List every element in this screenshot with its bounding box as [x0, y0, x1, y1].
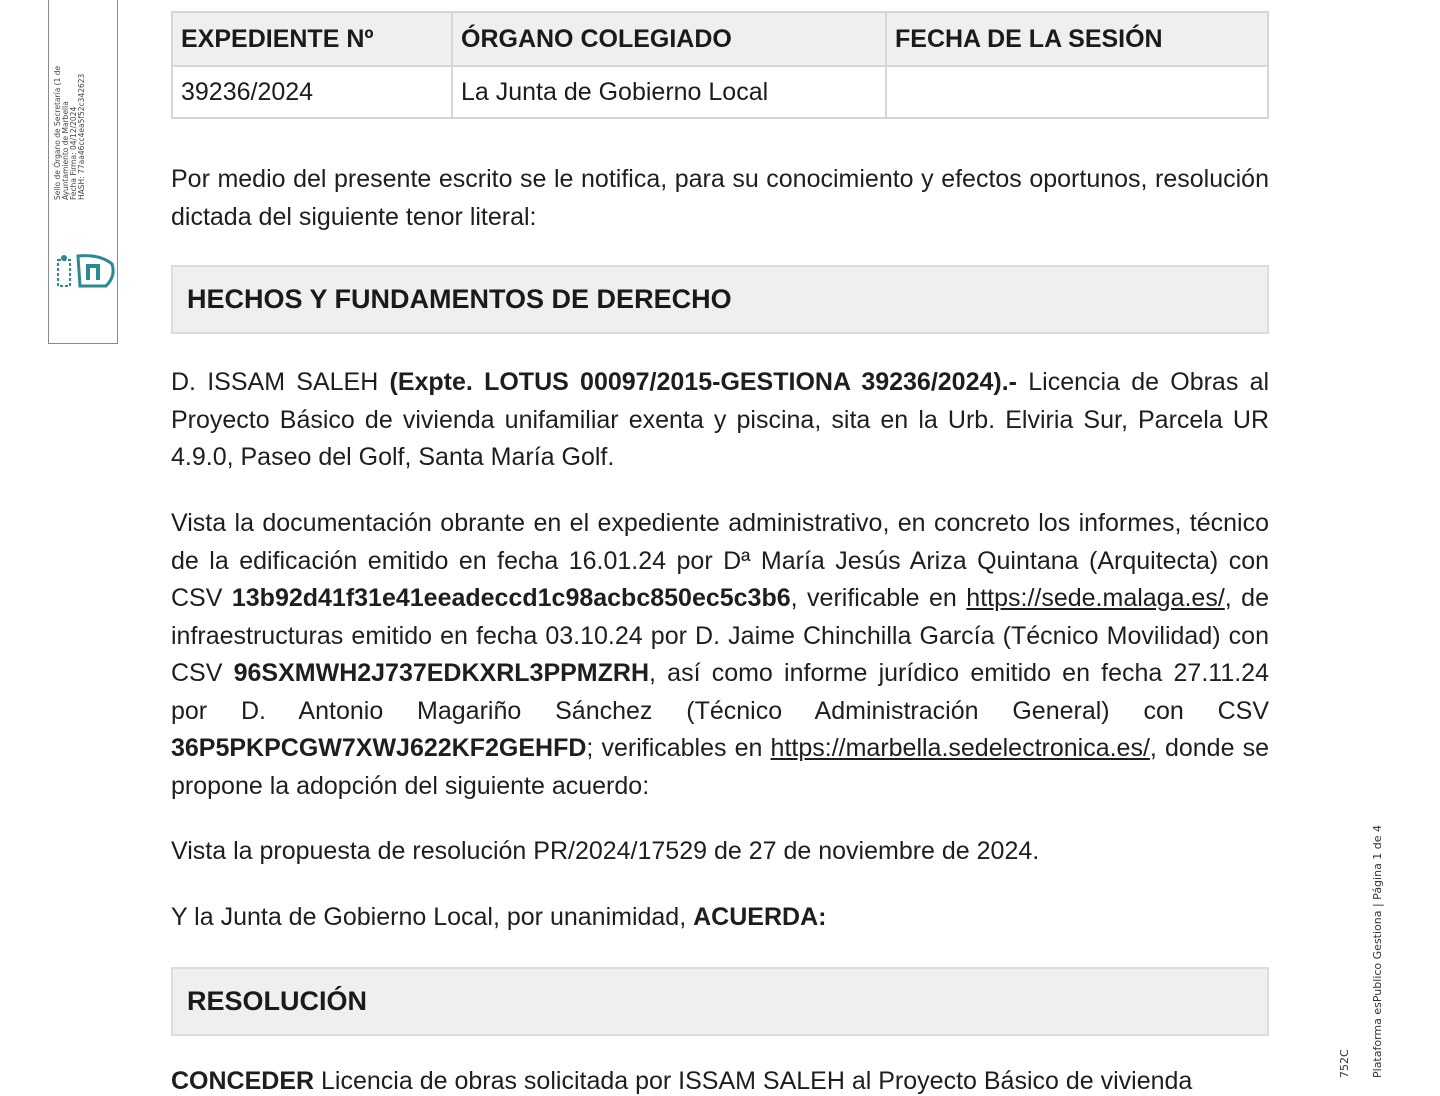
- applicant-paragraph: [171, 364, 1269, 477]
- table-row: [172, 66, 1268, 118]
- table-header-row: [172, 12, 1268, 66]
- resolution-text-cutoff: [171, 1066, 1269, 1096]
- acuerda-keyword: ACUERDA:: [693, 903, 827, 931]
- csv-code: 36P5PKPCGW7XWJ622KF2GEHFD: [171, 734, 587, 762]
- stamp-line: HASH: 77aa46cc4ea5f52c342623: [77, 73, 86, 200]
- stamp-text: [54, 66, 86, 200]
- sede-malaga-link[interactable]: https://sede.malaga.es/: [966, 584, 1225, 612]
- paragraph-text: ; verificables en: [586, 734, 763, 762]
- paragraph-text: , de infraestructuras emitido en fecha 03.10.24 por D. Jaime Chinchilla García (Técnico Movilidad) con CSV: [171, 584, 1269, 687]
- cell-fecha: [886, 66, 1268, 118]
- expediente-header-table: [171, 11, 1269, 119]
- expediente-reference: (Expte. LOTUS 00097/2015-GESTIONA 39236/2024).-: [389, 368, 1017, 396]
- applicant-name: D. ISSAM SALEH: [171, 368, 379, 396]
- paragraph-text: Y la Junta de Gobierno Local, por unanimidad,: [171, 903, 687, 931]
- cell-organo: La Junta de Gobierno Local: [452, 66, 886, 118]
- paragraph-text: , verificable en: [790, 584, 957, 612]
- acuerda-paragraph: [171, 899, 1269, 937]
- documentation-paragraph: [171, 505, 1269, 805]
- header-fecha: FECHA DE LA SESIÓN: [886, 12, 1268, 66]
- municipal-logo-icon: [56, 252, 116, 292]
- license-description: Licencia de Obras al Proyecto Básico de vivienda unifamiliar exenta y piscina, sita en la Urb. Elviria Sur, Parcela UR 4.9.0, Paseo del Golf, Santa María Golf.: [171, 368, 1270, 471]
- stamp-line: Ayuntamiento de Marbella: [61, 101, 70, 200]
- header-expediente: EXPEDIENTE Nº: [172, 12, 452, 66]
- intro-paragraph: Por medio del presente escrito se le notifica, para su conocimiento y efectos oportunos, resolución dictada del siguiente tenor literal:: [171, 165, 1269, 231]
- csv-code: 96SXMWH2J737EDKXRL3PPMZRH: [233, 659, 650, 687]
- stamp-line: Sello de Órgano de Secretaría (1 de: [53, 65, 62, 200]
- csv-code: 13b92d41f31e41eeadeccd1c98acbc850ec5c3b6: [231, 584, 791, 612]
- section-title-resolucion: RESOLUCIÓN: [171, 967, 1269, 1036]
- cell-expediente: 39236/2024: [172, 66, 452, 118]
- conceder-keyword: CONCEDER: [171, 1067, 315, 1095]
- paragraph-text: Licencia de obras solicitada por ISSAM SALEH al Proyecto Básico de vivienda: [321, 1067, 1193, 1095]
- vertical-page-footer: Plataforma esPublico Gestiona | Página 1 de 4: [1371, 824, 1384, 1078]
- propuesta-paragraph: Vista la propuesta de resolución PR/2024/17529 de 27 de noviembre de 2024.: [171, 837, 1040, 865]
- sede-marbella-link[interactable]: https://marbella.sedelectronica.es/: [770, 734, 1150, 762]
- section-title-hechos: HECHOS Y FUNDAMENTOS DE DERECHO: [171, 265, 1269, 334]
- paragraph-text: , donde se propone la adopción del siguiente acuerdo:: [171, 734, 1269, 800]
- paragraph-text: , así como informe jurídico emitido en fecha 27.11.24 por D. Antonio Magariño Sánchez (Técnico Administración General) con CSV: [171, 659, 1269, 725]
- header-organo: ÓRGANO COLEGIADO: [452, 12, 886, 66]
- stamp-line: Fecha Firma: 04/12/2024: [69, 106, 78, 200]
- paragraph-text: Vista la documentación obrante en el expediente administrativo, en concreto los informes, técnico de la edificación emitido en fecha 16.01.24 por Dª María Jesús Ariza Quintana (Arquitecta) con CSV: [171, 509, 1269, 612]
- vertical-code: 752C: [1338, 1049, 1351, 1078]
